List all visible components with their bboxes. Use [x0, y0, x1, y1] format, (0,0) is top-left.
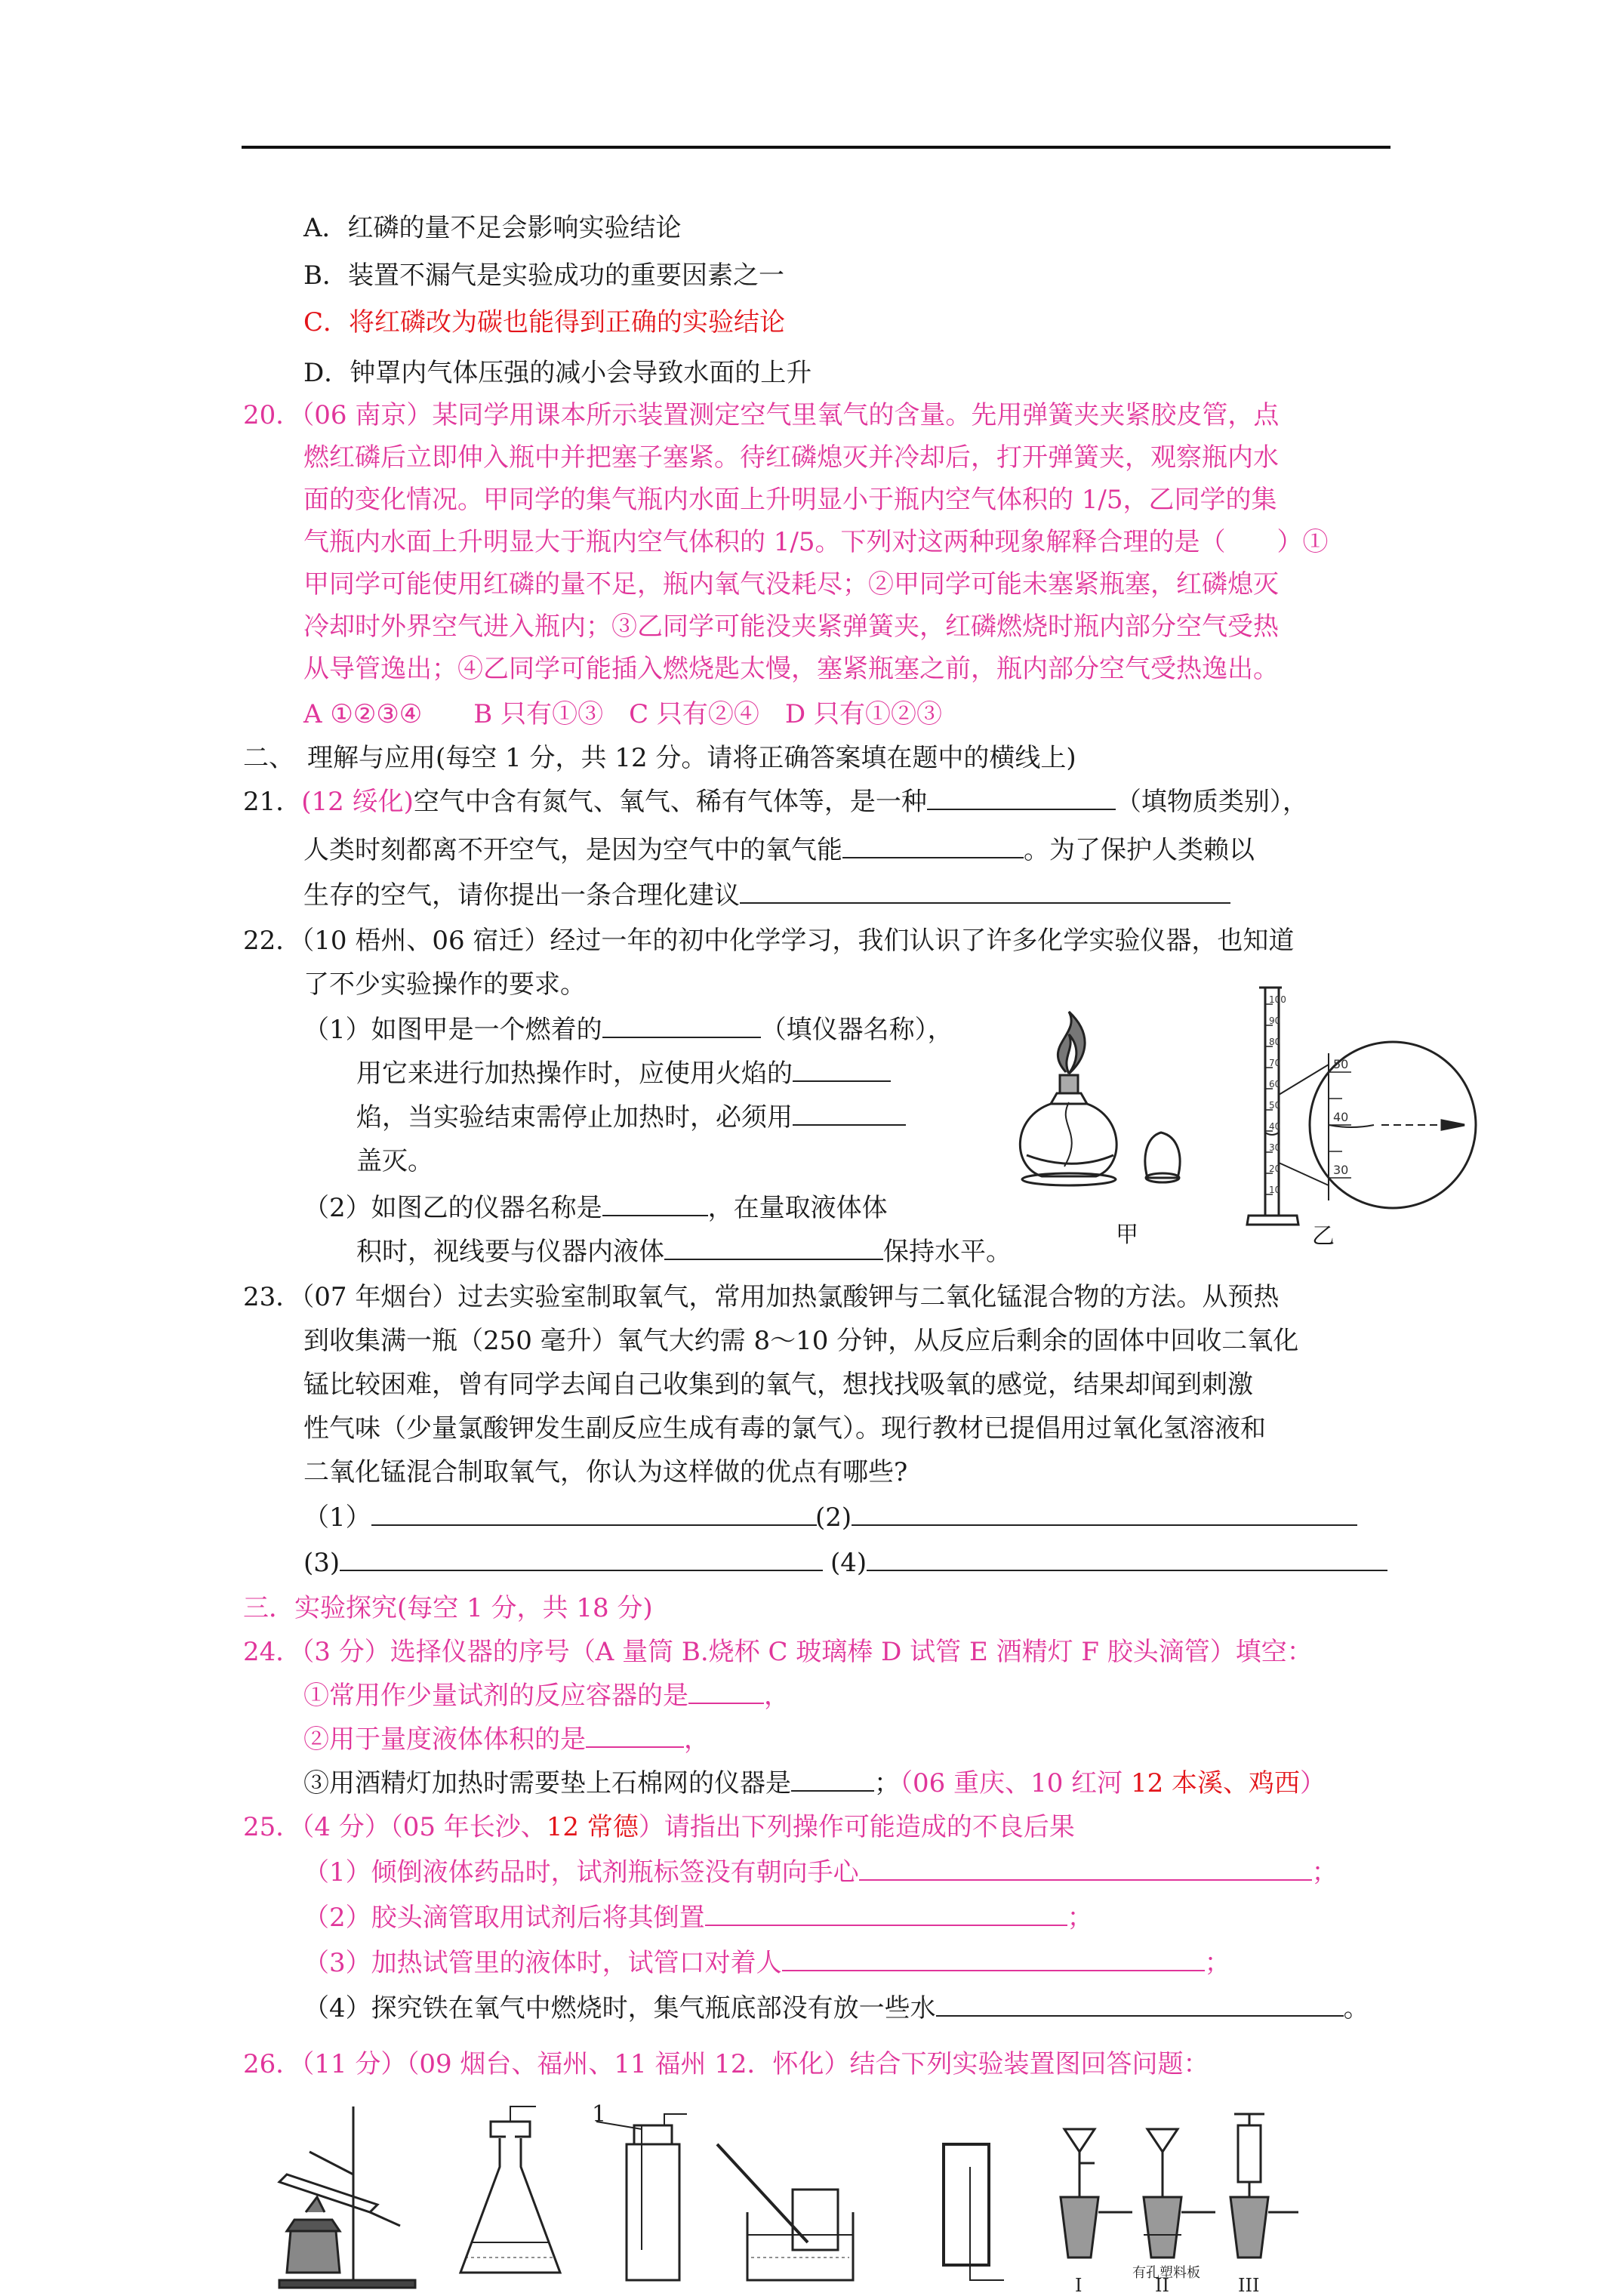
q24-blank-1[interactable] — [688, 1680, 764, 1704]
q25-blank-3[interactable] — [782, 1947, 1205, 1971]
apparatus-separatory-funnel-1 — [1061, 2129, 1132, 2257]
q22-part-1c-text: 用它来进行加热操作时，应使用火焰的 — [356, 1059, 793, 1089]
q21-text-2b: 。为了保护人类赖以 — [1024, 835, 1255, 865]
q24-line-2-end: ， — [764, 1681, 790, 1711]
apparatus-heating-stand — [279, 2106, 415, 2288]
q23-blank-3[interactable] — [340, 1547, 823, 1571]
q19-option-b: B．装置不漏气是实验成功的重要因素之一 — [303, 260, 784, 291]
q23-answer-4 — [830, 1546, 1387, 1579]
cylinder-tick-30: 30 — [1269, 1142, 1281, 1153]
zoom-tick-50: 50 — [1333, 1057, 1349, 1071]
q24-blank-3[interactable] — [791, 1767, 874, 1792]
roman-numeral-3: III — [1238, 2275, 1260, 2295]
q20-line-4: 气瓶内水面上升明显大于瓶内空气体积的 1/5。下列对这两种现象解释合理的是（ ）① — [303, 527, 1329, 557]
q21-text-1: 空气中含有氮气、氧气、稀有气体等，是一种 — [413, 787, 927, 817]
q25-blank-2[interactable] — [705, 1902, 1067, 1926]
q21-line-1 — [243, 785, 1308, 818]
q22-blank-4[interactable] — [602, 1192, 708, 1216]
zoom-tick-30: 30 — [1333, 1163, 1349, 1177]
q20-line-5: 甲同学可能使用红磷的量不足，瓶内氧气没耗尽；②甲同学可能未塞紧瓶塞，红磷熄灭 — [303, 569, 1279, 599]
q23-line-4: 性气味（少量氯酸钾发生副反应生成有毒的氯气）。现行教材已提倡用过氧化氢溶液和 — [303, 1413, 1266, 1444]
q25-item-1-text: （1）倾倒液体药品时，试剂瓶标签没有朝向手心 — [303, 1857, 859, 1888]
apparatus-syringe-3 — [1230, 2114, 1298, 2257]
q24-line-3-end: ， — [684, 1724, 710, 1755]
q24-line-2-text: ①常用作少量试剂的反应容器的是 — [303, 1681, 688, 1711]
q20-line-2: 燃红磷后立即伸入瓶中并把塞子塞紧。待红磷熄灭并冷却后，打开弹簧夹，观察瓶内水 — [303, 442, 1279, 473]
q21-blank-1[interactable] — [927, 786, 1116, 810]
cylinder-tick-60: 60 — [1269, 1079, 1281, 1089]
q23-answer-2-label: (2) — [815, 1502, 852, 1533]
q19-option-a: A．红磷的量不足会影响实验结论 — [303, 213, 682, 243]
q20-line-1: 20．（06 南京）某同学用课本所示装置测定空气里氧气的含量。先用弹簧夹夹紧胶皮管，点 — [243, 400, 1280, 430]
q22-part-1e: 盖灭。 — [356, 1146, 433, 1176]
cylinder-tick-80: 80 — [1269, 1037, 1281, 1047]
q23-blank-4[interactable] — [867, 1547, 1387, 1571]
q25-item-2 — [303, 1901, 1093, 1934]
q23-blank-2[interactable] — [852, 1502, 1357, 1526]
q21-number: 21． — [243, 787, 302, 817]
cylinder-tick-70: 70 — [1269, 1058, 1281, 1068]
q20-line-6: 冷却时外界空气进入瓶内；③乙同学可能没夹紧弹簧夹，红磷燃烧时瓶内部分空气受热 — [303, 612, 1279, 642]
alcohol-lamp-figure — [1012, 1004, 1268, 1231]
q22-line-1: 22．（10 梧州、06 宿迁）经过一年的初中化学学习，我们认识了许多化学实验仪器，也知道 — [243, 926, 1295, 956]
section-2-heading: 二、 理解与应用(每空 1 分，共 12 分。请将正确答案填在题中的横线上) — [243, 743, 1076, 773]
q24-source-red: 12 本溪、鸡西 — [1130, 1768, 1301, 1798]
cylinder-tick-20: 20 — [1269, 1163, 1281, 1174]
q22-part-2c-text: 积时，视线要与仪器内液体 — [356, 1237, 664, 1267]
q25-blank-4[interactable] — [936, 1992, 1344, 2017]
q22-part-1a-text: （1）如图甲是一个燃着的 — [303, 1015, 602, 1045]
q22-part-2d-text: 保持水平。 — [883, 1237, 1012, 1267]
apparatus-water-trough — [717, 2144, 853, 2280]
q20-choices: A ①②③④ B 只有①③ C 只有②④ D 只有①②③ — [303, 699, 942, 729]
q23-blank-1[interactable] — [371, 1502, 817, 1526]
roman-numeral-2: II — [1155, 2275, 1169, 2295]
roman-numeral-1: I — [1075, 2275, 1083, 2295]
q24-line-3-text: ②用于量度液体体积的是 — [303, 1724, 586, 1755]
q24-line-1: 24．（3 分）选择仪器的序号（A 量筒 B.烧杯 C 玻璃棒 D 试管 E 酒精灯 F 胶头滴管）填空： — [243, 1637, 1313, 1667]
q22-line-2: 了不少实验操作的要求。 — [303, 969, 586, 1000]
q25-item-4 — [303, 1992, 1369, 2025]
q19-option-d: D．钟罩内气体压强的减小会导致水面的上升 — [303, 358, 812, 388]
q25-item-3-end: ； — [1204, 1948, 1230, 1978]
apparatus-conical-flask — [460, 2106, 560, 2273]
q20-line-7: 从导管逸出；④乙同学可能插入燃烧匙太慢，塞紧瓶塞之前，瓶内部分空气受热逸出。 — [303, 654, 1279, 684]
q25-source-red: 12 常德 — [546, 1812, 639, 1842]
q22-part-1c — [356, 1057, 891, 1090]
q23-answer-1 — [303, 1501, 817, 1534]
q24-blank-2[interactable] — [586, 1724, 684, 1748]
q24-source: （06 重庆、10 红河 — [900, 1768, 1131, 1798]
q23-line-3: 锰比较困难，曾有同学去闻自己收集到的氧气，想找找吸氧的感觉，结果却闻到刺激 — [303, 1370, 1253, 1400]
q24-line-2 — [303, 1679, 790, 1712]
q21-text-3: 生存的空气，请你提出一条合理化建议 — [303, 880, 740, 911]
q23-answer-3-label: (3) — [303, 1548, 340, 1578]
cylinder-tick-90: 90 — [1269, 1015, 1281, 1026]
apparatus-inverted-bottle — [944, 2144, 1004, 2280]
q26-line-1: 26．（11 分）（09 烟台、福州、11 福州 12．怀化）结合下列实验装置图回答问题： — [243, 2049, 1209, 2079]
q25-item-2-text: （2）胶头滴管取用试剂后将其倒置 — [303, 1903, 705, 1933]
q25-item-1-end: ； — [1311, 1857, 1338, 1888]
q21-blank-2[interactable] — [842, 834, 1024, 858]
q25-line-1 — [243, 1811, 1075, 1844]
q25-item-3-text: （3）加热试管里的液体时，试管口对着人 — [303, 1948, 782, 1978]
q22-blank-2[interactable] — [793, 1058, 891, 1082]
q21-source: (12 绥化) — [301, 787, 414, 817]
q21-text-1b: （填物质类别）， — [1115, 787, 1308, 817]
q23-answer-3 — [303, 1546, 823, 1579]
cylinder-tick-40: 40 — [1269, 1121, 1281, 1132]
q25-blank-1[interactable] — [859, 1857, 1312, 1881]
q23-answer-2 — [815, 1501, 1357, 1534]
q24-line-4 — [303, 1767, 1326, 1800]
q22-part-2c — [356, 1235, 1012, 1268]
apparatus-label-1: 1 — [592, 2101, 607, 2128]
section-3-heading: 三．实验探究(每空 1 分，共 18 分) — [243, 1593, 653, 1623]
cylinder-tick-100: 100 — [1269, 994, 1286, 1005]
q23-line-2: 到收集满一瓶（250 毫升）氧气大约需 8～10 分钟，从反应后剩余的固体中回收二氧化 — [303, 1326, 1299, 1356]
caption-yi: 乙 — [1312, 1223, 1335, 1250]
zoom-tick-40: 40 — [1333, 1110, 1349, 1124]
caption-jia: 甲 — [1116, 1222, 1138, 1248]
perforated-plate-label: 有孔塑料板 — [1132, 2265, 1200, 2281]
q23-answer-1-label: （1） — [303, 1502, 371, 1533]
q23-line-1: 23．（07 年烟台）过去实验室制取氧气，常用加热氯酸钾与二氧化锰混合物的方法。从预热 — [243, 1282, 1280, 1312]
q24-line-4-text: ③用酒精灯加热时需要垫上石棉网的仪器是 — [303, 1768, 791, 1798]
q25-item-2-end: ； — [1067, 1903, 1093, 1933]
q20-line-3: 面的变化情况。甲同学的集气瓶内水面上升明显小于瓶内空气体积的 1/5，乙同学的集 — [303, 485, 1277, 515]
q22-blank-5[interactable] — [664, 1236, 883, 1260]
q25-item-4-text: （4）探究铁在氧气中燃烧时，集气瓶底部没有放一些水 — [303, 1993, 936, 2023]
q22-part-1a — [303, 1013, 953, 1046]
q22-part-2a — [303, 1191, 888, 1225]
q23-answer-4-label: (4) — [830, 1548, 867, 1578]
graduated-cylinder-figure — [1238, 982, 1495, 1238]
q21-text-2a: 人类时刻都离不开空气，是因为空气中的氧气能 — [303, 835, 842, 865]
q22-blank-3[interactable] — [793, 1102, 906, 1126]
q22-part-2a-text: （2）如图乙的仪器名称是 — [303, 1193, 602, 1223]
q22-part-1d — [356, 1101, 906, 1134]
q22-blank-1[interactable] — [602, 1014, 761, 1038]
header-rule — [242, 146, 1390, 149]
q19-option-c: C．将红磷改为碳也能得到正确的实验结论 — [303, 307, 786, 337]
apparatus-gas-bottle — [596, 2114, 687, 2280]
q21-blank-3[interactable] — [740, 880, 1230, 904]
q24-source-end: ） — [1300, 1768, 1326, 1798]
cylinder-tick-10: 10 — [1269, 1185, 1281, 1195]
q25-line-1-rest: ）请指出下列操作可能造成的不良后果 — [638, 1812, 1075, 1842]
apparatus-long-neck-funnel-2 — [1144, 2129, 1215, 2257]
q21-line-3 — [303, 879, 1230, 912]
q23-line-5: 二氧化锰混合制取氧气，你认为这样做的优点有哪些? — [303, 1457, 908, 1487]
apparatus-figure-row — [264, 2099, 1412, 2295]
q21-line-2 — [303, 834, 1255, 867]
q25-item-4-end: 。 — [1343, 1993, 1369, 2023]
q25-item-1 — [303, 1856, 1338, 1889]
q22-part-2b-text: ，在量取液体体 — [707, 1193, 888, 1223]
q25-line-1-text: 25．（4 分）（05 年长沙、 — [243, 1812, 547, 1842]
q22-part-1b-text: （填仪器名称）， — [760, 1015, 953, 1045]
q24-line-3 — [303, 1723, 710, 1756]
q22-part-1d-text: 焰，当实验结束需停止加热时，必须用 — [356, 1102, 793, 1133]
q24-line-4-semicolon: ； — [874, 1768, 900, 1798]
q25-item-3 — [303, 1946, 1230, 1980]
cylinder-tick-50: 50 — [1269, 1100, 1281, 1111]
